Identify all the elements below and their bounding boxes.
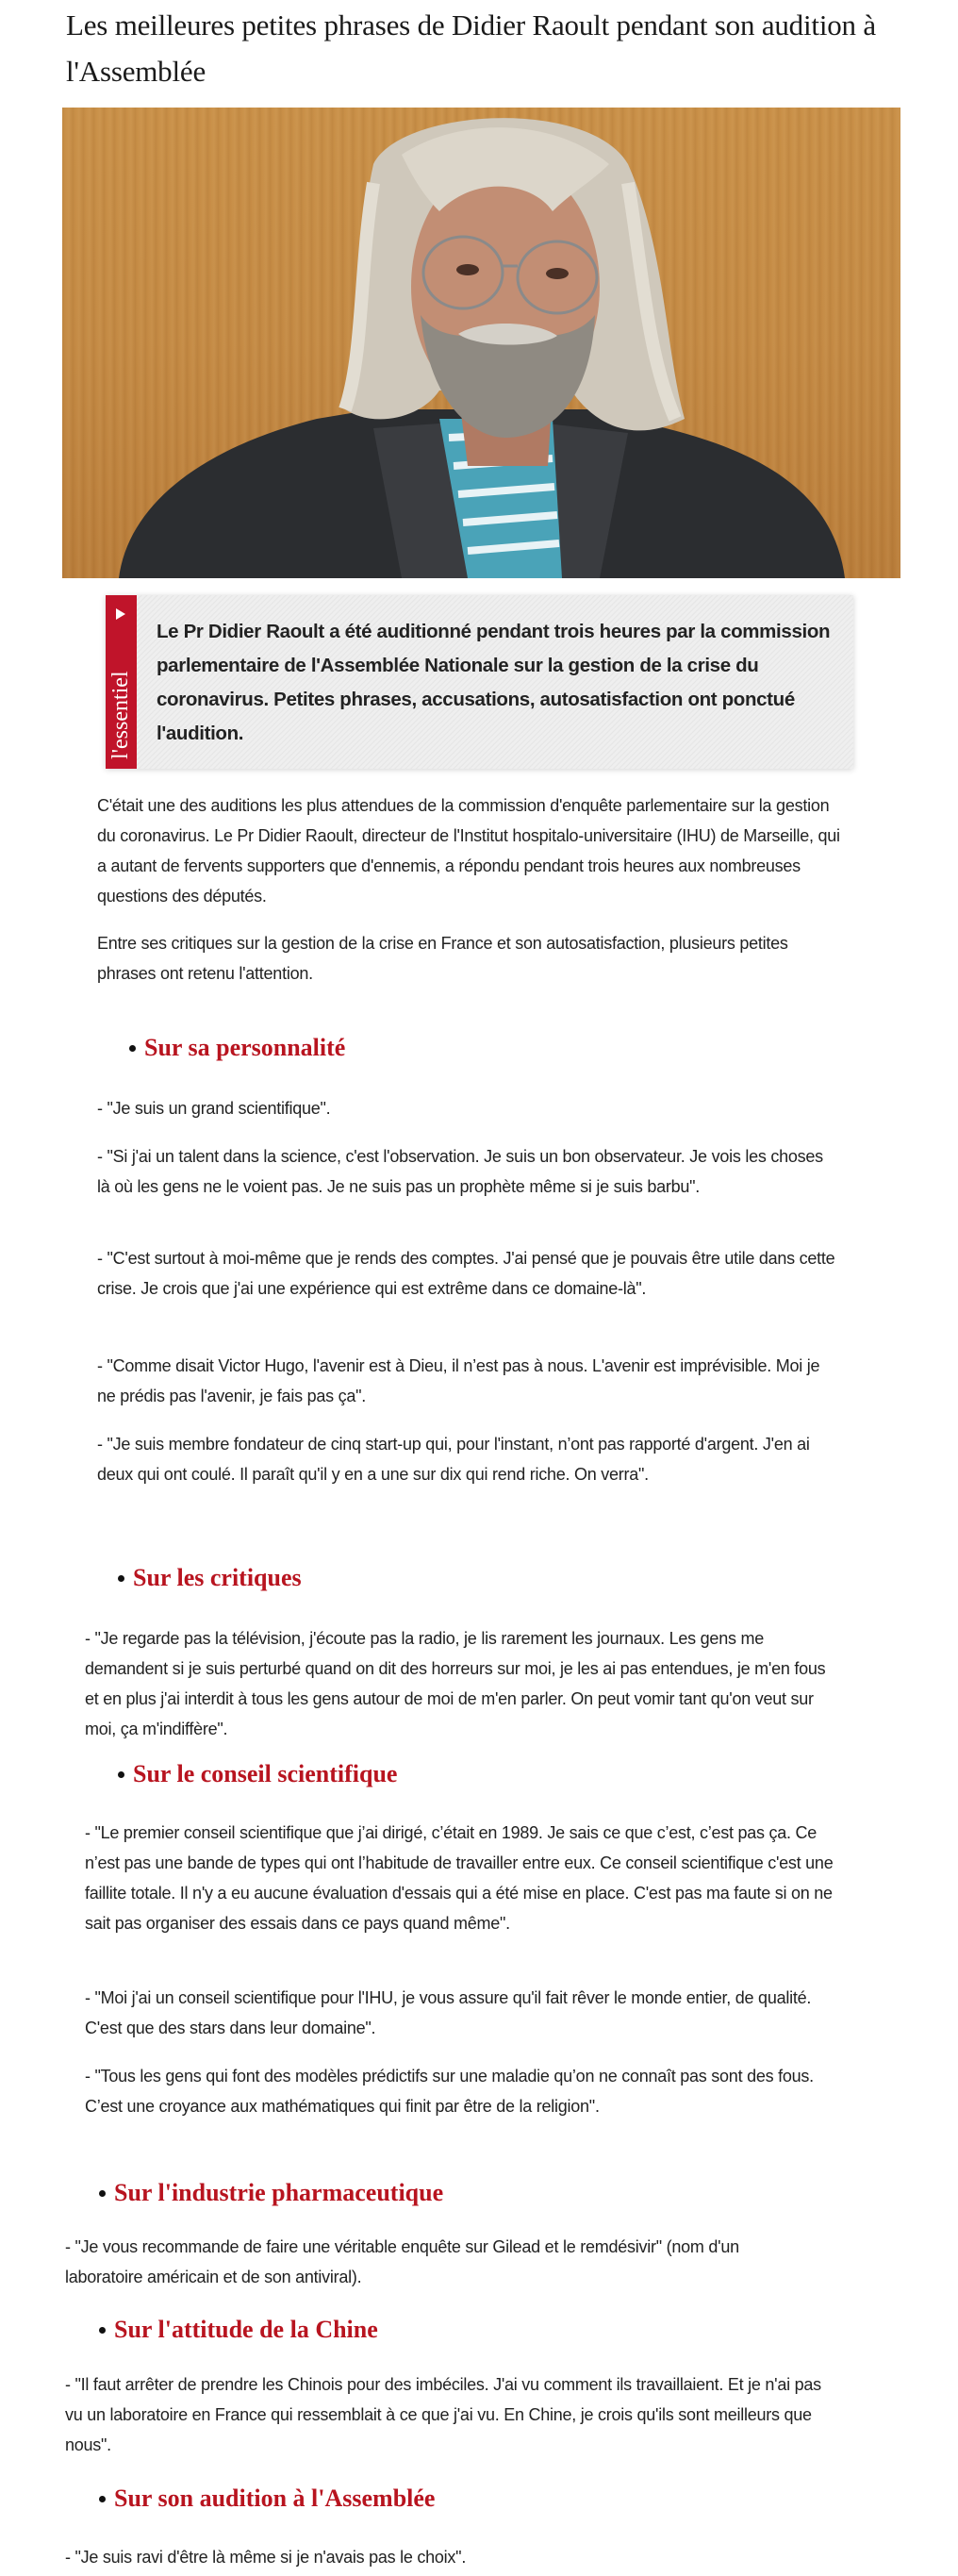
intro-paragraph: C'était une des auditions les plus attendues de la commission d'enquête parlementaire sur la gestion du coronavirus. Le Pr Didier Raoult, directeur de l'Institut hospitalo-universitaire (IHU) de Marseille, qui a autant de fervents supporters que d'ennemis, a répondu pendant trois heures aux nombreuses questions des députés. (97, 796, 840, 906)
bullet-icon (129, 1045, 136, 1052)
quote: - "C'est surtout à moi-même que je rends des comptes. J'ai pensé que je pouvais être utile dans cette crise. Je crois que j'ai une expérience qui est extrême dans ce domaine-là". (97, 1249, 835, 1298)
section-heading-text: Sur les critiques (133, 1564, 302, 1591)
bullet-icon (99, 2327, 106, 2334)
intro-paragraph: Entre ses critiques sur la gestion de la crise en France et son autosatisfaction, plusieurs petites phrases ont retenu l'attention. (97, 934, 788, 983)
section-heading-text: Sur son audition à l'Assemblée (114, 2485, 436, 2512)
quote: - "Je regarde pas la télévision, j'écoute pas la radio, je lis rarement les journaux. Les gens me demandent si je suis perturbé quand on dit des horreurs sur moi, je les ai pas entendues, je m'en fous et en plus j'ai interdit à tous les gens autour de moi de m'en parler. On peut vomir tant qu'on veut sur moi, ça m'indiffère". (85, 1629, 826, 1738)
quote: - "Si j'ai un talent dans la science, c'est l'observation. Je suis un bon observateur. Je vois les choses là où les gens ne le voient pas. Je ne suis pas un prophète même si je suis barbu". (97, 1147, 823, 1196)
section-heading-text: Sur sa personnalité (144, 1034, 346, 1061)
section-heading (118, 1562, 302, 1594)
quote: - "Je suis membre fondateur de cinq start-up qui, pour l'instant, n’ont pas rapporté d'argent. J'en ai deux qui ont coulé. Il paraît qu'il y en a une sur dix qui rend riche. On verra". (97, 1435, 810, 1484)
article-title: Les meilleures petites phrases de Didier Raoult pendant son audition à l'Assemblée (66, 8, 876, 88)
bullet-icon (118, 1771, 124, 1778)
quote: - "Moi j'ai un conseil scientifique pour l'IHU, je vous assure qu'il fait rêver le monde entier, de qualité. C'est que des stars dans leur domaine". (85, 1988, 812, 2037)
essentiel-box (106, 595, 853, 769)
essentiel-label-strip (106, 595, 137, 769)
section-heading (118, 1758, 397, 1790)
quote: - "Le premier conseil scientifique que j’ai dirigé, c’était en 1989. Je sais ce que c’est, c’est pas ça. Ce n’est pas une bande de types qui ont l’habitude de travailler entre eux. Ce conseil scientifique c'est une faillite totale. Il n'y a eu aucune évaluation d'essais qui a été mise en place. C'est pas ma faute si on ne sait pas organiser des essais dans ce pays quand même". (85, 1823, 834, 1933)
section-heading (99, 2483, 435, 2515)
triangle-right-icon (116, 608, 125, 620)
quote: - "Je suis ravi d'être là même si je n'avais pas le choix". (65, 2548, 467, 2567)
section-heading (129, 1032, 345, 1064)
section-heading (99, 2177, 443, 2209)
quote: - "Il faut arrêter de prendre les Chinois pour des imbéciles. J'ai vu comment ils travaillaient. Et je n'ai pas vu un laboratoire en France qui ressemblait à ce que j'ai vu. En Chine, je crois qu'ils sont meilleurs que nous". (65, 2375, 821, 2454)
quote: - "Tous les gens qui font des modèles prédictifs sur une maladie qu’on ne connaît pas sont des fous. C’est une croyance aux mathématiques qui finit par être de la religion". (85, 2067, 814, 2116)
bullet-icon (99, 2190, 106, 2197)
quote: - "Comme disait Victor Hugo, l'avenir est à Dieu, il n’est pas à nous. L'avenir est imprévisible. Moi je ne prédis pas l'avenir, je fais pas ça". (97, 1356, 820, 1405)
article-photo (62, 108, 900, 578)
section-heading-text: Sur le conseil scientifique (133, 1760, 398, 1787)
section-heading-text: Sur l'industrie pharmaceutique (114, 2179, 444, 2206)
quote: - "Je vous recommande de faire une véritable enquête sur Gilead et le remdésivir" (nom d'un laboratoire américain et de son antiviral). (65, 2237, 739, 2286)
section-heading (99, 2314, 378, 2346)
quote: - "Je suis un grand scientifique". (97, 1099, 331, 1118)
bullet-icon (118, 1575, 124, 1582)
bullet-icon (99, 2496, 106, 2502)
essentiel-summary: Le Pr Didier Raoult a été auditionné pendant trois heures par la commission parlementaire de l'Assemblée Nationale sur la gestion de la crise du coronavirus. Petites phrases, accusations, autosatisfaction ont ponctué l'audition. (157, 621, 831, 744)
essentiel-label: l'essentiel (108, 671, 133, 759)
portrait-illustration (62, 108, 900, 578)
section-heading-text: Sur l'attitude de la Chine (114, 2316, 378, 2343)
